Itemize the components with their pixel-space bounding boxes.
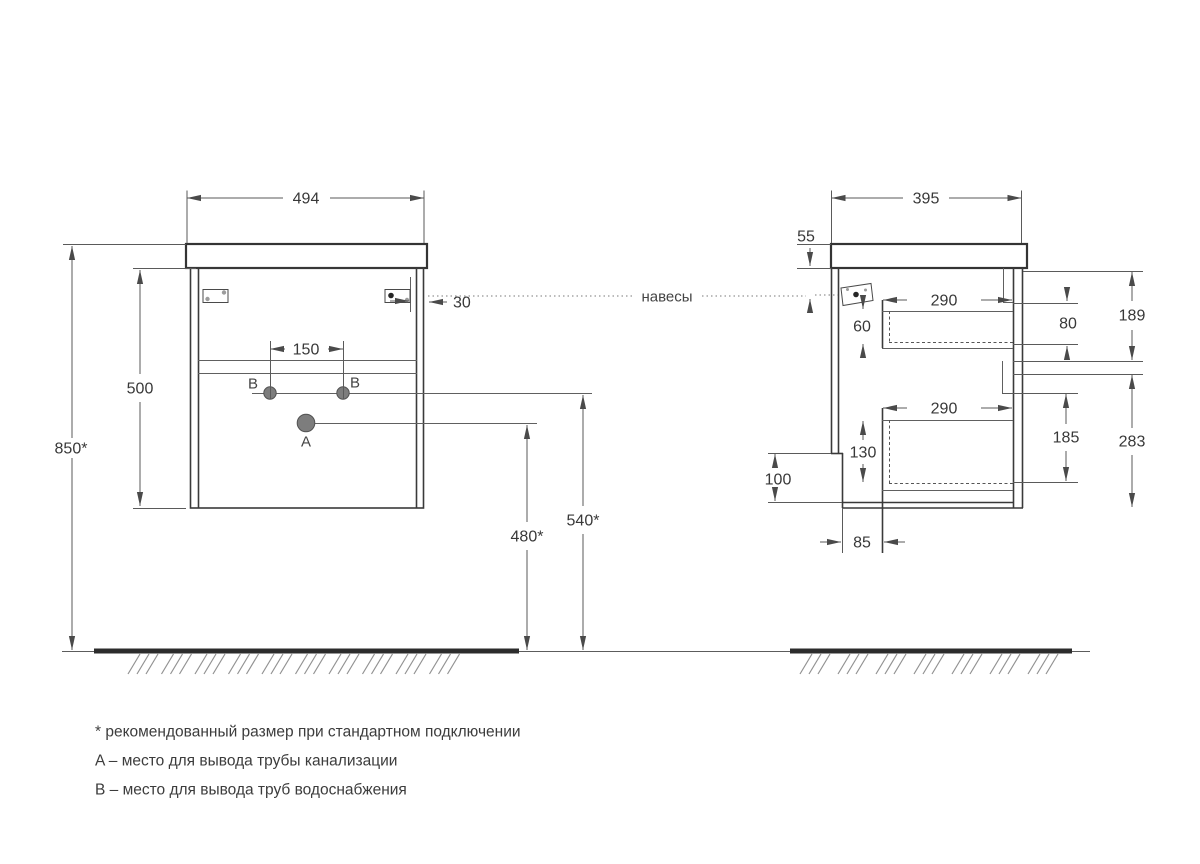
- dim-recess-depth-value: 85: [853, 534, 871, 552]
- dim-cabinet-height: [127, 269, 196, 509]
- front-countertop: [186, 244, 427, 268]
- dim-supply-height-value: 540*: [566, 512, 600, 530]
- legend-note-b: B – место для вывода труб водоснабжения: [95, 781, 407, 799]
- dim-recess-height: [765, 454, 842, 503]
- dim-side-depth: [832, 191, 1022, 244]
- floor: [62, 651, 1090, 674]
- dim-supply-height: [567, 395, 600, 650]
- dim-drain-height-value: 480*: [510, 528, 544, 546]
- ground-hatch-right: [800, 654, 1058, 674]
- label-a: A: [300, 433, 312, 451]
- dim-upper-gap-value: 80: [1059, 315, 1077, 333]
- legend: [95, 723, 521, 798]
- dim-drain-height: [511, 425, 544, 650]
- dim-lower-inner-value: 185: [1052, 429, 1080, 447]
- legend-note-asterisk: * рекомендованный размер при стандартном подключении: [95, 723, 521, 741]
- dim-front-width-value: 494: [292, 190, 320, 208]
- lower-drawer: [882, 408, 1013, 553]
- dim-holes-spacing-value: 150: [292, 341, 320, 359]
- dim-lower-drawer-depth-value: 290: [930, 400, 958, 418]
- dim-upper-drawer-depth-value: 290: [930, 292, 958, 310]
- dim-hanger-offset-value: 30: [453, 294, 471, 312]
- dim-upper-gap: [1059, 288, 1077, 358]
- dim-lower-drawer-inner: [850, 421, 877, 482]
- dim-upper-drawer-depth: [883, 293, 1012, 310]
- label-b-left: B: [247, 375, 259, 393]
- dim-lower-inner: [1053, 394, 1080, 481]
- dim-holes-spacing: [270, 341, 344, 399]
- front-view: [186, 244, 592, 508]
- dim-total-height: [55, 245, 186, 651]
- side-countertop: [831, 244, 1027, 268]
- dim-lower-front: [1119, 375, 1146, 507]
- dim-lower-front-value: 283: [1118, 433, 1146, 451]
- dim-lower-drawer-depth: [883, 401, 1012, 418]
- side-view: [831, 244, 1143, 553]
- hangers-callout: [428, 288, 852, 312]
- dim-recess-depth: [820, 508, 905, 553]
- dim-top-thickness-value: 55: [797, 228, 815, 246]
- hanger-bracket-right-icon: [385, 277, 411, 312]
- drain-hole-a: [297, 414, 315, 432]
- dim-upper-drawer-inner: [853, 297, 871, 357]
- ground-hatch-left: [128, 654, 460, 674]
- front-cabinet-body: [191, 268, 424, 508]
- label-b-right: B: [349, 374, 361, 392]
- dim-front-width: [187, 191, 424, 244]
- dim-side-depth-value: 395: [912, 190, 940, 208]
- dim-upper-front-value: 189: [1118, 307, 1146, 325]
- dim-upper-front: [1119, 272, 1146, 360]
- dim-cabinet-height-value: 500: [126, 380, 154, 398]
- dim-hanger-offset: [429, 295, 471, 312]
- dim-total-height-value: 850*: [54, 440, 88, 458]
- hanger-bracket-left-icon: [203, 290, 228, 303]
- dim-lower-drawer-inner-value: 130: [849, 444, 877, 462]
- dim-recess-height-value: 100: [764, 471, 792, 489]
- dim-top-thickness: [797, 229, 831, 269]
- dim-upper-drawer-inner-value: 60: [853, 318, 871, 336]
- hangers-callout-label: навесы: [641, 288, 693, 306]
- hanger-bracket-side-icon: [841, 284, 873, 306]
- legend-note-a: A – место для вывода трубы канализации: [95, 752, 398, 770]
